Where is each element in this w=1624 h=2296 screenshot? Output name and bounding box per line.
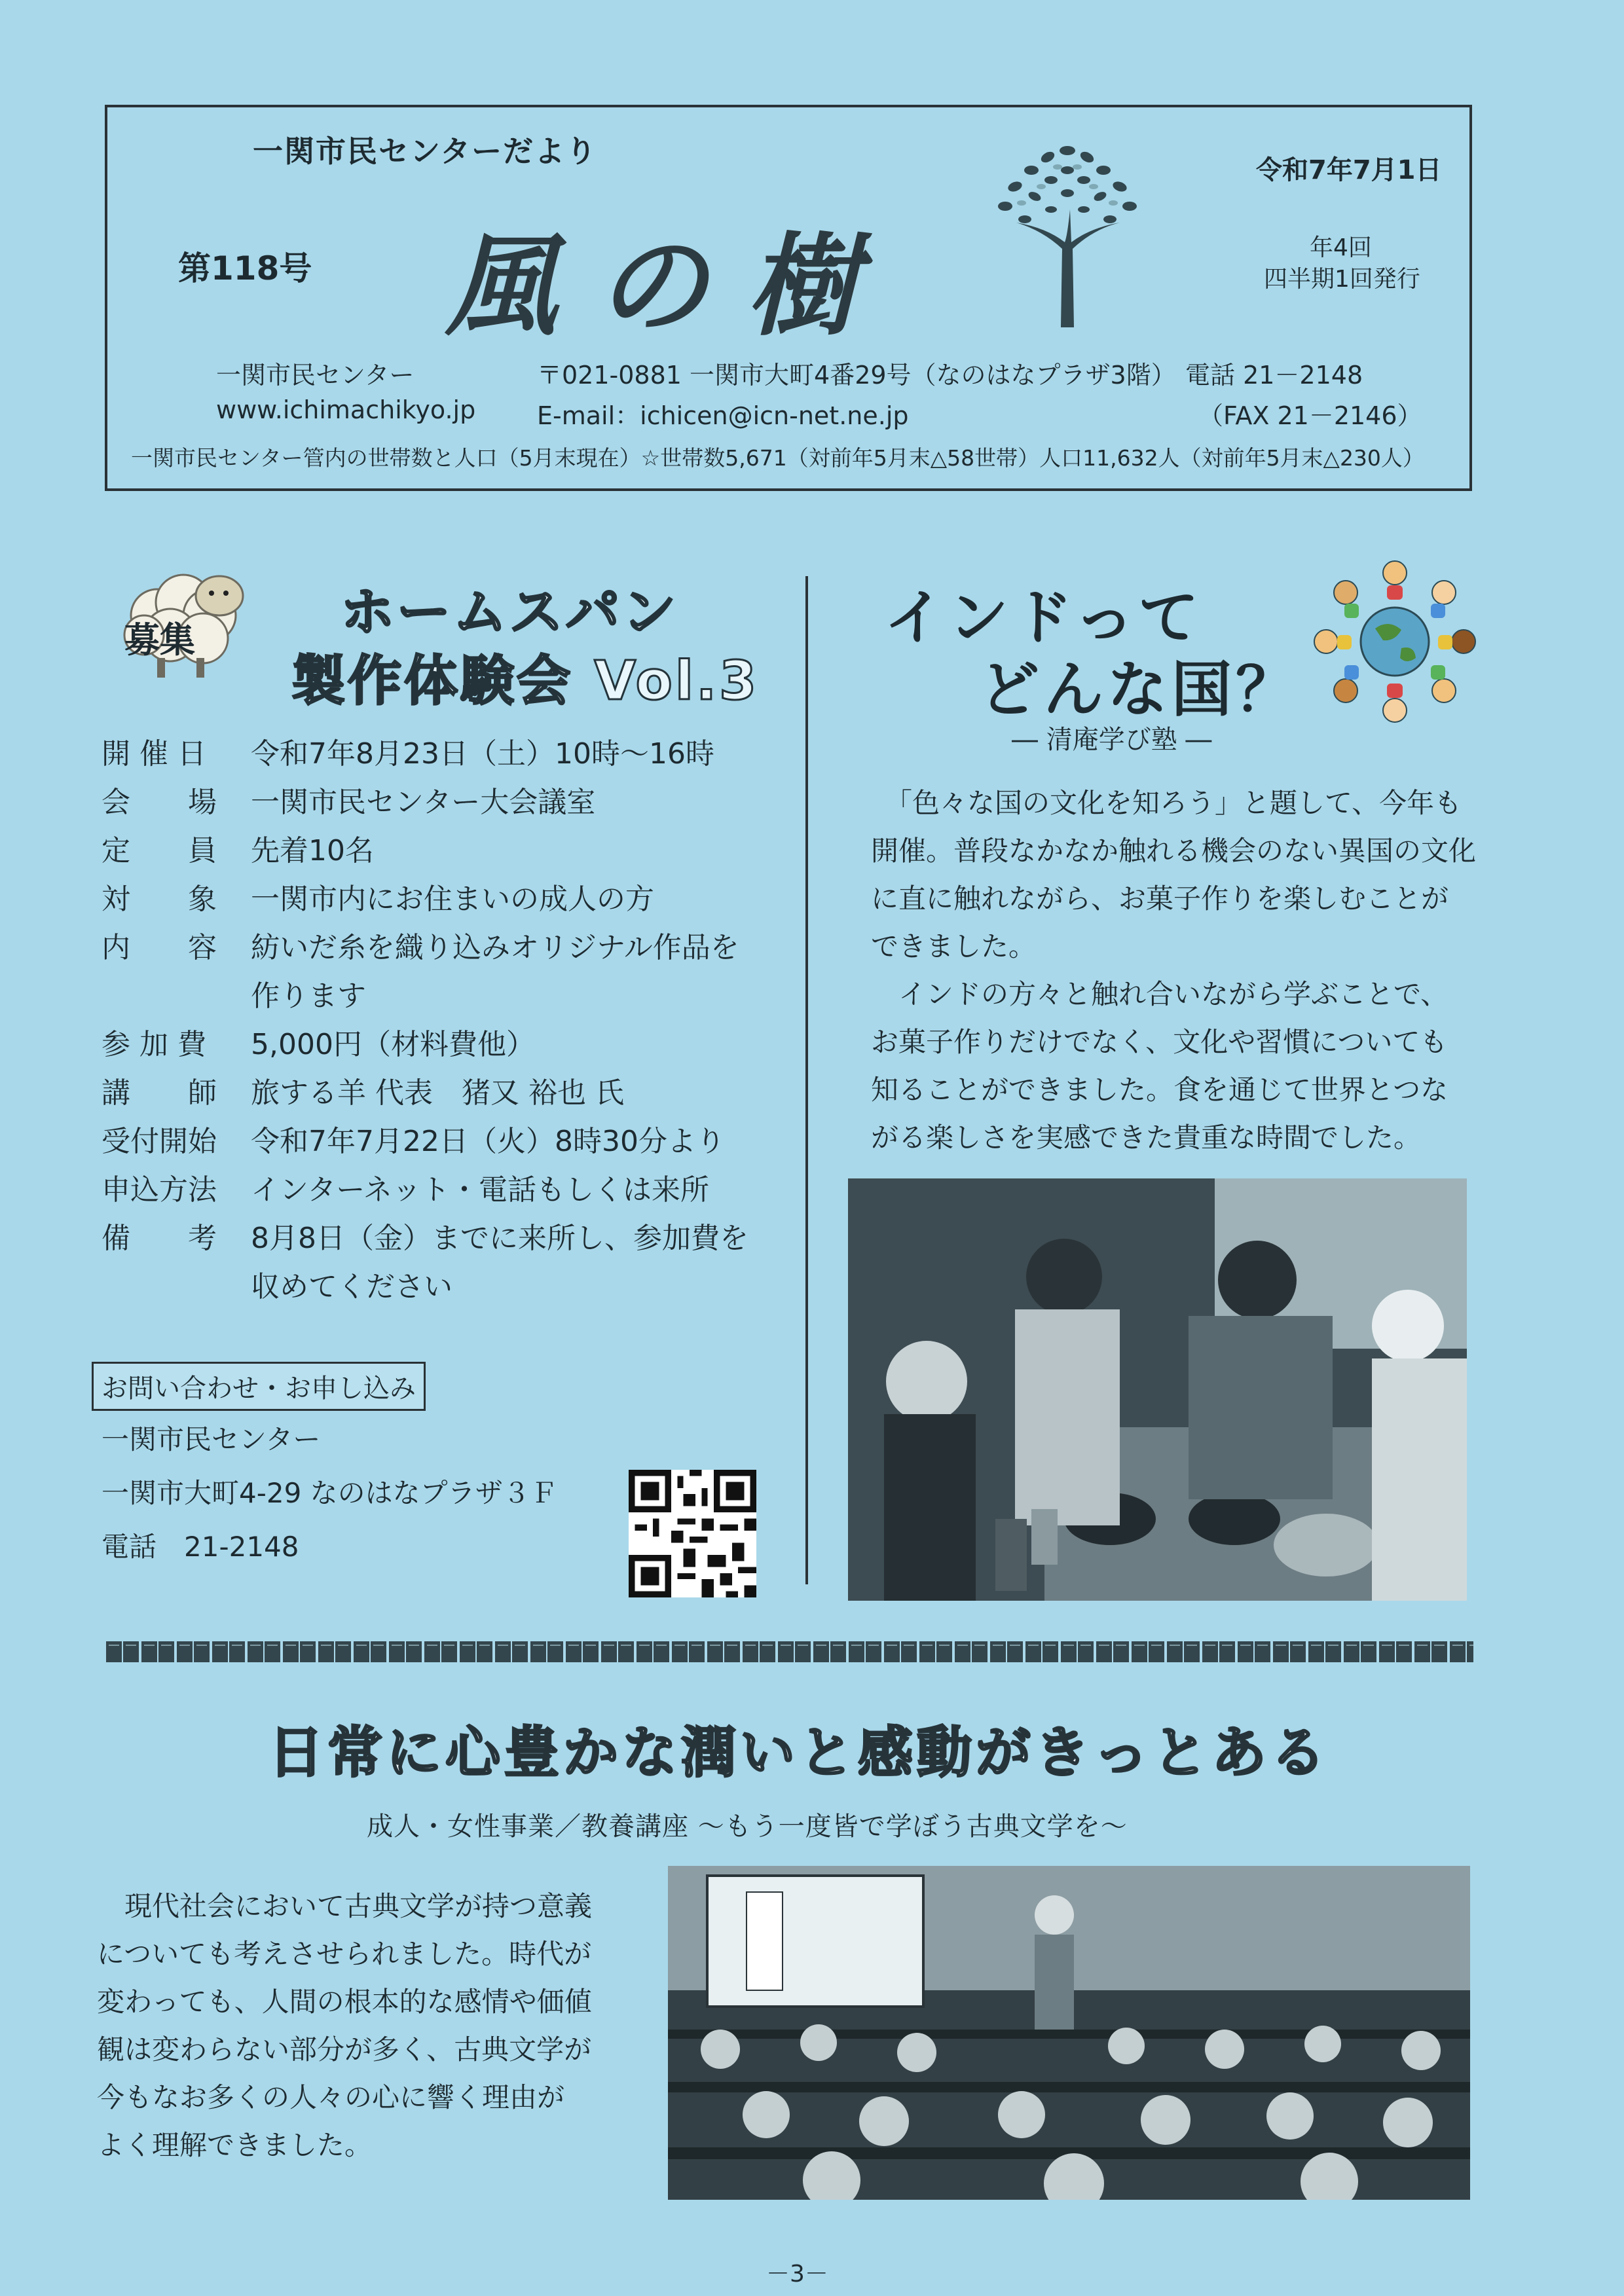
contact-heading: お問い合わせ・お申し込み (92, 1362, 426, 1411)
qr-code[interactable] (629, 1470, 756, 1597)
event-detail-label: 参 加 費 (101, 1028, 206, 1061)
event-detail-value: 旅する羊 代表 猪又 裕也 氏 (251, 1076, 624, 1110)
event-detail-label: 開 催 日 (101, 737, 206, 771)
world-children-icon (1310, 556, 1480, 727)
issue-date: 令和7年7月1日 (1256, 155, 1442, 185)
event-detail-label: 受付開始 (101, 1125, 217, 1158)
event-detail-label: 講 師 (101, 1076, 217, 1110)
event-detail-label: 内 容 (101, 931, 217, 964)
event-detail-label: 申込方法 (101, 1173, 217, 1207)
phone-number: 電話 21－2148 (1185, 361, 1363, 390)
event-detail-label: 会 場 (101, 786, 217, 819)
lecture-body: 現代社会において古典文学が持つ意義 についても考えさせられました。時代が 変わっても、人間の根本的な感情や価値 観は変わらない部分が多く、古典文学が 今もなお多くの人々の心に響く理由が よく理解できました。 (97, 1890, 593, 2161)
cooking-scene-image (848, 1178, 1467, 1601)
page-number: －3－ (766, 2261, 828, 2287)
newsletter-kicker: 一関市民センターだより (253, 134, 598, 169)
contact-phone: 電話 21-2148 (101, 1531, 299, 1563)
lecture-subtitle: 成人・女性事業／教養講座 ～もう一度皆で学ぼう古典文学を～ (367, 1812, 1128, 1842)
india-title-line1: インドって (884, 582, 1203, 653)
lecture-photo (668, 1866, 1470, 2200)
event-title-line2: 製作体験会 Vol.3 (291, 650, 760, 712)
books-border (105, 1640, 1473, 1664)
cooking-photo (848, 1178, 1467, 1601)
email-link[interactable]: E-mail：ichicen@icn-net.ne.jp (537, 401, 909, 430)
event-detail-label: 対 象 (101, 883, 217, 916)
org-name: 一関市民センター (216, 361, 415, 390)
event-detail-value: 先着10名 (251, 834, 374, 867)
event-detail-value: 一関市民センター大会議室 (251, 786, 596, 819)
event-detail-value: インターネット・電話もしくは来所 (251, 1173, 710, 1207)
event-detail-label: 定 員 (101, 834, 217, 867)
publication-frequency: 年4回 (1310, 234, 1372, 261)
india-body: 「色々な国の文化を知ろう」と題して、今年も 開催。普段なかなか触れる機会のない異国の文化 に直に触れながら、お菓子作りを楽しむことが できました。 インドの方々と触れ合いながら学ぶことで、 お菓子作りだけでなく、文化や習慣についても 知ることができました。食を通じて世界とつな がる楽しさを実感できた貴重な時間でした。 (871, 787, 1477, 1154)
tree-logo-icon (969, 131, 1166, 334)
org-address: 〒021-0881 一関市大町4番29号（なのはなプラザ3階） (537, 361, 1176, 390)
event-detail-value: 一関市内にお住まいの成人の方 (251, 883, 654, 916)
population-stats: 一関市民センター管内の世帯数と人口（5月末現在）☆世帯数5,671（対前年5月末△58世帯）人口11,632人（対前年5月末△230人） (131, 445, 1424, 471)
event-title-line1: ホームスパン (341, 581, 679, 644)
contact-address: 一関市大町4-29 なのはなプラザ３Ｆ (101, 1477, 558, 1509)
recruit-badge: 募集 (124, 619, 195, 661)
event-detail-value: 令和7年7月22日（火）8時30分より (251, 1125, 725, 1158)
publication-schedule: 四半期1回発行 (1264, 266, 1420, 293)
classroom-scene-image (668, 1866, 1470, 2200)
fax-number: （FAX 21－2146） (1198, 401, 1422, 430)
india-title-line2: どんな国？ (979, 654, 1301, 725)
website-link[interactable]: www.ichimachikyo.jp (216, 395, 476, 424)
newsletter-title: 風の樹 (445, 221, 898, 352)
event-detail-label: 備 考 (101, 1222, 217, 1255)
event-detail-value: 令和7年8月23日（土）10時～16時 (251, 737, 714, 771)
event-detail-value: 作ります (251, 979, 366, 1013)
column-divider (805, 576, 808, 1584)
india-subtitle: ― 清庵学び塾 ― (1012, 725, 1212, 755)
contact-name: 一関市民センター (101, 1423, 321, 1455)
event-detail-value: 5,000円（材料費他） (251, 1028, 535, 1061)
lecture-title: 日常に心豊かな潤いと感動がきっとある (268, 1721, 1330, 1785)
issue-number: 第118号 (178, 249, 312, 287)
event-detail-value: 8月8日（金）までに来所し、参加費を (251, 1222, 748, 1255)
event-detail-value: 紡いだ糸を織り込みオリジナル作品を (251, 931, 739, 964)
event-detail-value: 収めてください (251, 1270, 452, 1303)
